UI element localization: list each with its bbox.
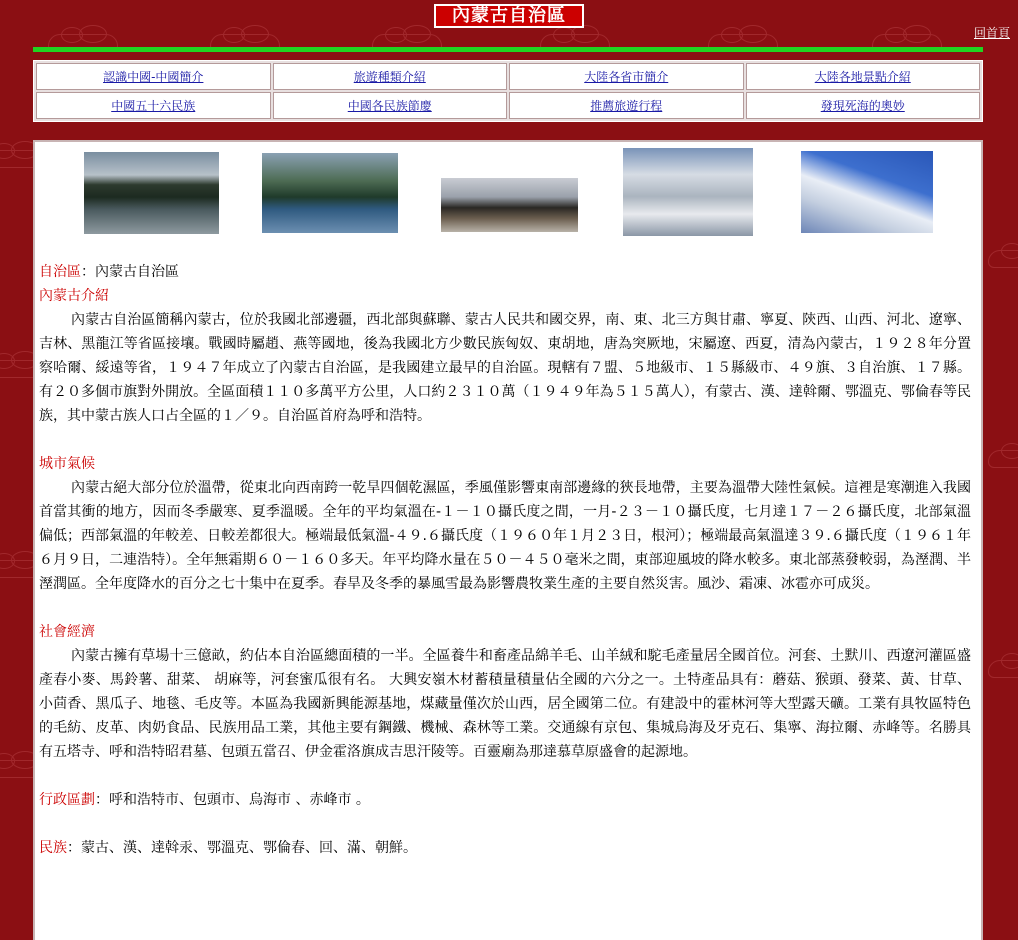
header-divider: [33, 47, 983, 52]
temple-photo: [441, 178, 578, 232]
economy-text: 內蒙古擁有草場十三億畝，約佔本自治區總面積的一半。全區養牛和畜產品綿羊毛、山羊絨和駝毛產量居全國首位。河套、土默川、西遼河灌區盛產春小麥、馬鈴薯、甜菜、 胡麻等，河套蜜瓜很有名。 大興安嶺木材蓄積量積量佔全國的六分之一。土特產品具有：蘑菇、猴頭、發菜、黃、甘草、小茴香、黑瓜子、地毯、毛皮等。本區為我國新興能源基地，煤藏量僅次於山西，居全國第二位。有建設中的霍林河等大型露天礦。工業有具牧區特色的毛紡、皮革、肉奶食品、民族用品工業，其他主要有鋼鐵、機械、森林等工業。交通線有京包、集城烏海及牙克石、集寧、海拉爾、赤峰等。名勝具有五塔寺、呼和浩特昭君墓、包頭五當召、伊金霍洛旗成吉思汗陵等。百靈廟為那達慕草原盛會的起源地。: [39, 648, 971, 760]
nav-link-china-intro[interactable]: 認識中國-中國簡介: [36, 63, 271, 90]
main-content: [33, 140, 983, 940]
ice-formation-photo: [623, 148, 753, 236]
snow-mountain-photo: [801, 151, 933, 233]
lake-photo: [84, 152, 219, 234]
ethnic-label: 民族: [39, 840, 67, 856]
climate-text: 內蒙古絕大部分位於溫帶，從東北向西南跨一乾旱四個乾濕區，季風僅影響東南部邊緣的狹長地帶，主要為溫帶大陸性氣候。這裡是寒潮進入我國首當其衝的地方，因而冬季嚴寒、夏季溫暖。全年的平均氣溫在-１－１０攝氏度之間，一月-２３－１０攝氏度，七月達１７－２６攝氏度，北部氣溫偏低；西部氣溫的年較差、日較差都很大。極端最低氣溫-４９.６攝氏度（１９６０年１月２３日，根河）；極端最高氣溫達３９.６攝氏度（１９６１年６月９日，二連浩特）。全年無霜期６０－１６０多天。年平均降水量在５０－４５０毫米之間，東部迎風坡的降水較多。東北部蒸發較弱，為溼潤、半溼潤區。全年度降水的百分之七十集中在夏季。春旱及冬季的暴風雪最為影響農牧業生產的主要自然災害。風沙、霜凍、冰雹亦可成災。: [39, 480, 971, 592]
page-title: 內蒙古自治區: [434, 4, 584, 28]
wetland-photo: [262, 153, 398, 233]
admin-label: 行政區劃: [39, 792, 95, 808]
nav-link-attractions[interactable]: 大陸各地景點介紹: [746, 63, 981, 90]
admin-line: [39, 788, 971, 812]
ethnic-line: [39, 836, 971, 860]
climate-heading: 城市氣候: [39, 456, 95, 472]
admin-value: ：呼和浩特市、包頭市、烏海市 、赤峰市 。: [95, 792, 370, 808]
nav-link-itineraries[interactable]: 推薦旅遊行程: [509, 92, 744, 119]
nav-link-ethnic-festivals[interactable]: 中國各民族節慶: [273, 92, 508, 119]
photo-strip: [39, 148, 971, 260]
region-label: 自治區: [39, 264, 81, 280]
economy-heading: 社會經濟: [39, 624, 95, 640]
nav-link-travel-types[interactable]: 旅遊種類介紹: [273, 63, 508, 90]
home-link[interactable]: 回首頁: [973, 26, 1010, 40]
nav-table: [33, 60, 983, 122]
region-line: [39, 260, 971, 284]
nav-link-provinces[interactable]: 大陸各省市簡介: [509, 63, 744, 90]
ethnic-value: ：蒙古、漢、達斡汞、鄂溫克、鄂倫春、回、滿、朝鮮。: [67, 840, 417, 856]
region-value: ：內蒙古自治區: [81, 264, 179, 280]
intro-heading: 內蒙古介紹: [39, 288, 109, 304]
header: [0, 0, 1018, 60]
nav-link-dead-sea[interactable]: 發現死海的奧妙: [746, 92, 981, 119]
nav-link-56-ethnic-groups[interactable]: 中國五十六民族: [36, 92, 271, 119]
intro-text: 內蒙古自治區簡稱內蒙古，位於我國北部邊疆，西北部與蘇聯、蒙古人民共和國交界，南、東、北三方與甘肅、寧夏、陝西、山西、河北、遼寧、吉林、黑龍江等省區接壤。戰國時屬趙、燕等國地，後為我國北方少數民族匈奴、東胡地，唐為突厥地，宋屬遼、西夏，清為內蒙古，１９２８年分置察哈爾、綏遠等省，１９４７年成立了內蒙古自治區，是我國建立最早的自治區。現轄有７盟、５地級市、１５縣級市、４９旗、３自治旗、１７縣。有２０多個市旗對外開放。全區面積１１０多萬平方公里，人口約２３１０萬（１９４９年為５１５萬人），有蒙古、漢、達斡爾、鄂溫克、鄂倫春等民族，其中蒙古族人口占全區的１／９。自治區首府為呼和浩特。: [39, 312, 971, 424]
